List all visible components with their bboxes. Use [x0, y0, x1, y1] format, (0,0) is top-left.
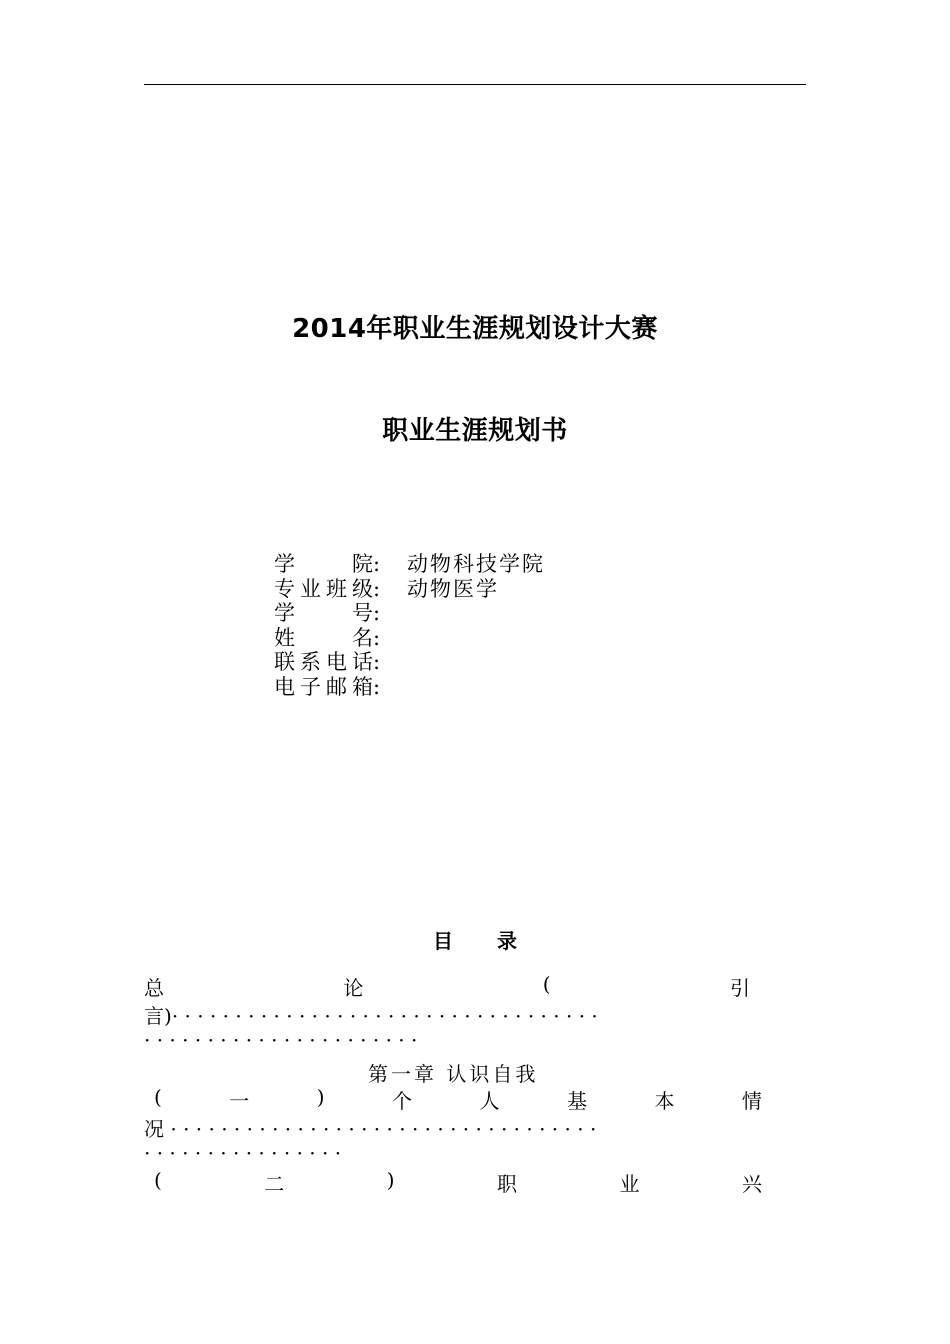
info-value-college: 动物科技学院 [407, 552, 545, 576]
toc-line: ( 一 ) 个 人 基 本 情 [154, 1085, 762, 1113]
toc-chapter-1[interactable]: 第一章 认识自我 [368, 1062, 539, 1086]
document-title: 2014年职业生涯规划设计大赛 [292, 314, 658, 344]
toc-heading: 目 录 [433, 929, 517, 953]
toc-line: 总 论 ( 引 [144, 972, 750, 1000]
leader-dots: · · · · · · · · · · · · · · · · [144, 1141, 342, 1165]
info-row-email: 电 子 邮 箱 : [274, 674, 381, 699]
info-block [274, 552, 545, 699]
info-label: 学 号 [274, 601, 373, 625]
info-label: 联 系 电 话 [274, 650, 373, 674]
info-label: 电 子 邮 箱 [274, 674, 373, 699]
info-row-phone: 联 系 电 话 : [274, 650, 381, 674]
info-row-name: 姓 名 : [274, 625, 381, 650]
leader-dots: · · · · · · · · · · · · · · · · · · · · · · · · · · · · · · · · · · [170, 1117, 597, 1141]
info-label: 姓 名 [274, 625, 373, 650]
header-rule [144, 84, 806, 85]
info-row-major-class: 专 业 班 级 : 动物医学 [274, 576, 499, 601]
document-subtitle: 职业生涯规划书 [382, 416, 568, 446]
toc-line: ( 二 ) 职 业 兴 [154, 1168, 762, 1196]
toc-line: 况 · · · · · · · · · · · · · · · · · · · · · · · · · · · · · · · · · · [144, 1117, 597, 1141]
toc-entry-basic-info[interactable] [144, 1085, 762, 1169]
info-row-college: 学 院 : 动物科技学院 [274, 552, 545, 576]
toc-entry-career-interest[interactable] [144, 1168, 762, 1196]
info-label: 学 院 [274, 552, 373, 576]
leader-dots: · · · · · · · · · · · · · · · · · · · · · · · · · · · · · · · · · · [171, 1004, 598, 1028]
leader-dots: · · · · · · · · · · · · · · · · · · · · · · [144, 1028, 418, 1052]
info-label: 专 业 班 级 [274, 576, 373, 601]
toc-line: 言)· · · · · · · · · · · · · · · · · · · · · · · · · · · · · · · · · · [144, 1004, 598, 1028]
toc-entry-introduction[interactable] [144, 972, 762, 1056]
info-value-major: 动物医学 [407, 576, 499, 601]
info-row-student-id: 学 号 : [274, 601, 381, 625]
